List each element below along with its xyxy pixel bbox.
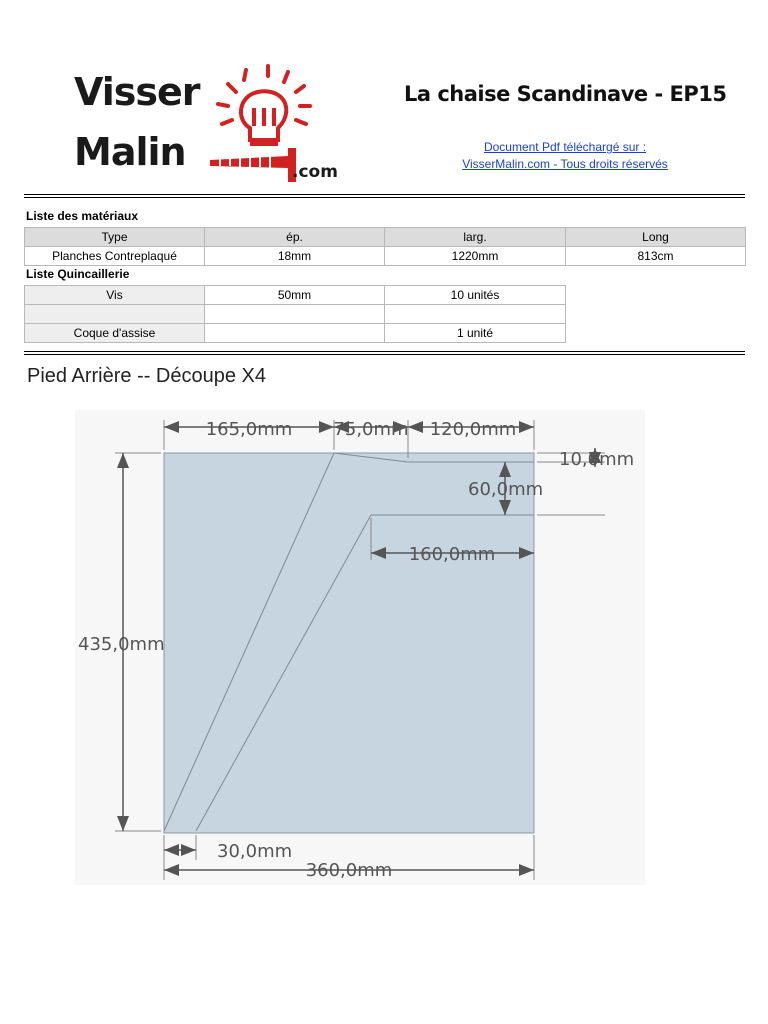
table-row <box>25 286 566 305</box>
dim-top-right: 120,0mm <box>429 419 517 440</box>
logo <box>70 62 360 192</box>
cell-size <box>205 305 385 324</box>
materials-table <box>24 227 746 266</box>
logo-dotcom: .com <box>292 162 338 182</box>
divider <box>24 197 745 198</box>
board-panel <box>164 453 534 833</box>
divider <box>24 194 745 195</box>
header-type: Type <box>25 228 205 247</box>
dim-top-mid: 75,0mm <box>333 419 409 440</box>
cell-quantity <box>385 305 566 324</box>
header-length: Long <box>566 228 746 247</box>
header-width: larg. <box>385 228 566 247</box>
logo-word-malin: Malin <box>74 130 186 174</box>
dim-seat-length: 160,0mm <box>408 544 496 565</box>
dim-bottom-offset: 30,0mm <box>217 841 293 862</box>
dim-height: 435,0mm <box>78 634 165 655</box>
dim-notch-depth: 10,0mm <box>559 449 635 470</box>
cell-quantity: 10 unités <box>385 286 566 305</box>
dim-seat-drop: 60,0mm <box>468 479 544 500</box>
dim-total-width: 360,0mm <box>305 860 393 881</box>
document-title: La chaise Scandinave - EP15 <box>404 82 727 106</box>
download-link-line2[interactable]: VisserMalin.com - Tous droits réservés <box>462 157 668 171</box>
download-link-line1[interactable]: Document Pdf téléchargé sur : <box>483 140 647 154</box>
materials-label: Liste des matériaux <box>26 209 139 223</box>
logo-word-visser: Visser <box>74 70 200 114</box>
cell-type: Planches Contreplaqué <box>25 247 205 266</box>
hardware-table <box>24 285 566 343</box>
table-row <box>25 324 566 343</box>
table-row <box>25 247 746 266</box>
cut-drawing <box>75 410 645 885</box>
table-header-row <box>25 228 746 247</box>
dim-top-left: 165,0mm <box>205 419 293 440</box>
cell-size: 50mm <box>205 286 385 305</box>
part-heading: Pied Arrière -- Découpe X4 <box>27 365 267 387</box>
cell-item <box>25 305 205 324</box>
cell-size <box>205 324 385 343</box>
cell-width: 1220mm <box>385 247 566 266</box>
cell-length: 813cm <box>566 247 746 266</box>
divider <box>24 354 745 355</box>
cell-quantity: 1 unité <box>385 324 566 343</box>
cell-item: Coque d'assise <box>25 324 205 343</box>
header-thickness: ép. <box>205 228 385 247</box>
cell-item: Vis <box>25 286 205 305</box>
hardware-label: Liste Quincaillerie <box>26 267 130 281</box>
divider <box>24 351 745 352</box>
cell-thickness: 18mm <box>205 247 385 266</box>
table-row <box>25 305 566 324</box>
